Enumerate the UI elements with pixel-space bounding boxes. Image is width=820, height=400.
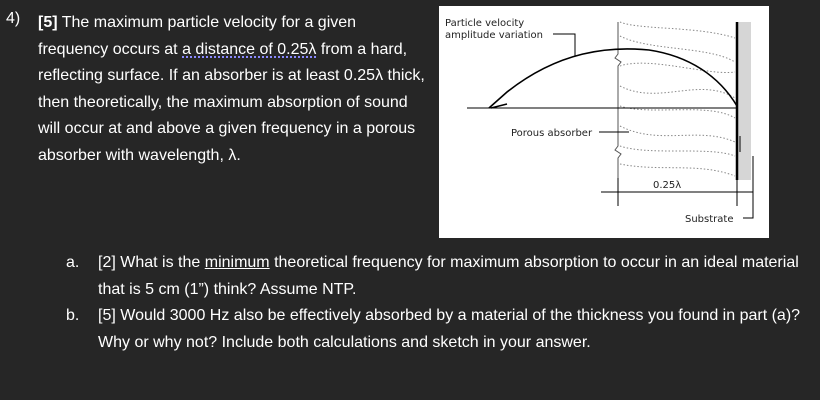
part-a [66, 250, 806, 303]
question-text [38, 10, 428, 169]
part-a-text [98, 250, 806, 303]
part-a-text-start: What is the [120, 254, 205, 271]
part-b-text [98, 303, 806, 356]
part-b-body: Would 3000 Hz also be effectively absorbed by a material of the thickness you found in part (a)? Why or why not? Include both calculations and sketch in your answer. [98, 307, 801, 351]
velocity-curve [489, 49, 737, 108]
question-text-after: from a hard, reflecting surface. If an absorber is at least 0.25λ thick, then theoretically, the maximum absorption of sound will occur at and above a given frequency in a porous absorber with wavelength, λ. [38, 40, 425, 164]
question-points: [5] [38, 14, 58, 31]
part-a-underlined: minimum [204, 254, 270, 271]
velocity-label-line2: amplitude variation [445, 30, 543, 41]
absorber-diagram-svg [439, 6, 769, 238]
part-b [66, 303, 806, 356]
absorber-diagram [439, 6, 769, 238]
part-b-points: [5] [98, 307, 116, 324]
part-b-letter: b. [66, 307, 80, 324]
question-text-before: The maximum particle velocity for a given frequency occurs at [38, 14, 357, 58]
absorber-front-face [615, 22, 621, 180]
velocity-leader [553, 34, 575, 56]
question-number: 4) [6, 10, 21, 27]
linked-phrase: a distance of 0.25λ [182, 40, 317, 58]
substrate-wall [737, 22, 751, 180]
absorber-dots [620, 22, 735, 176]
quarter-wave-label: 0.25λ [653, 180, 682, 191]
question-parts [66, 250, 806, 356]
absorber-label: Porous absorber [511, 128, 593, 139]
part-a-text-end: theoretical frequency for maximum absorption to occur in an ideal material that is 5 cm (1”) think? Assume NTP. [98, 254, 799, 298]
velocity-label-line1: Particle velocity [445, 18, 525, 29]
part-a-points: [2] [98, 254, 116, 271]
substrate-label: Substrate [685, 214, 734, 225]
part-a-letter: a. [66, 254, 80, 271]
